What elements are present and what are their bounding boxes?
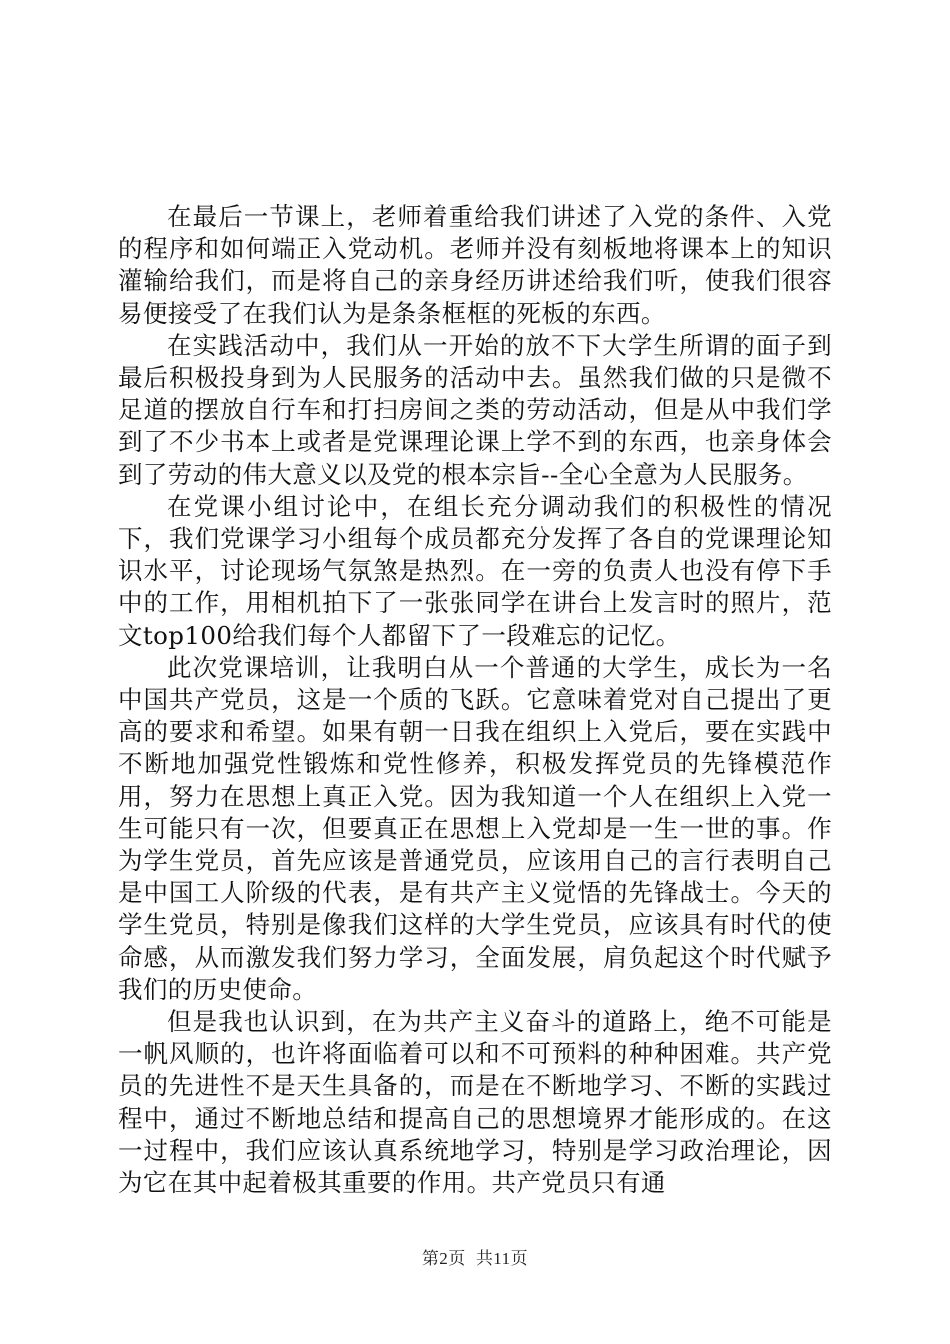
page-number: 第2页 [421,1249,466,1268]
document-body [118,201,832,1199]
paragraph-4: 此次党课培训，让我明白从一个普通的大学生，成长为一名中国共产党员，这是一个质的飞跃。它意味着党对自己提出了更高的要求和希望。如果有朝一日我在组织上入党后，要在实践中不断地加强党性锻炼和党性修养，积极发挥党员的先锋模范作用，努力在思想上真正入党。因为我知道一个人在组织上入党一生可能只有一次，但要真正在思想上入党却是一生一世的事。作为学生党员，首先应该是普通党员，应该用自己的言行表明自己是中国工人阶级的代表，是有共产主义觉悟的先锋战士。今天的学生党员，特别是像我们这样的大学生党员，应该具有时代的使命感，从而激发我们努力学习，全面发展，肩负起这个时代赋予我们的历史使命。 [118,652,832,1004]
page-total: 共11页 [475,1249,529,1268]
page-footer [0,1244,950,1269]
paragraph-2: 在实践活动中，我们从一开始的放不下大学生所谓的面子到最后积极投身到为人民服务的活动中去。虽然我们做的只是微不足道的摆放自行车和打扫房间之类的劳动活动，但是从中我们学到了不少书本上或者是党课理论课上学不到的东西，也亲身体会到了劳动的伟大意义以及党的根本宗旨--全心全意为人民服务。 [118,330,832,489]
paragraph-3: 在党课小组讨论中，在组长充分调动我们的积极性的情况下，我们党课学习小组每个成员都充分发挥了各自的党课理论知识水平，讨论现场气氛煞是热烈。在一旁的负责人也没有停下手中的工作，用相机拍下了一张张同学在讲台上发言时的照片，范文top100给我们每个人都留下了一段难忘的记忆。 [118,491,832,650]
paragraph-1: 在最后一节课上，老师着重给我们讲述了入党的条件、入党的程序和如何端正入党动机。老师并没有刻板地将课本上的知识灌输给我们，而是将自己的亲身经历讲述给我们听，使我们很容易便接受了在我们认为是条条框框的死板的东西。 [118,202,832,328]
paragraph-5: 但是我也认识到，在为共产主义奋斗的道路上，绝不可能是一帆风顺的，也许将面临着可以和不可预料的种种困难。共产党员的先进性不是天生具备的，而是在不断地学习、不断的实践过程中，通过不断地总结和提高自己的思想境界才能形成的。在这一过程中，我们应该认真系统地学习，特别是学习政治理论，因为它在其中起着极其重要的作用。共产党员只有通 [118,1007,832,1198]
